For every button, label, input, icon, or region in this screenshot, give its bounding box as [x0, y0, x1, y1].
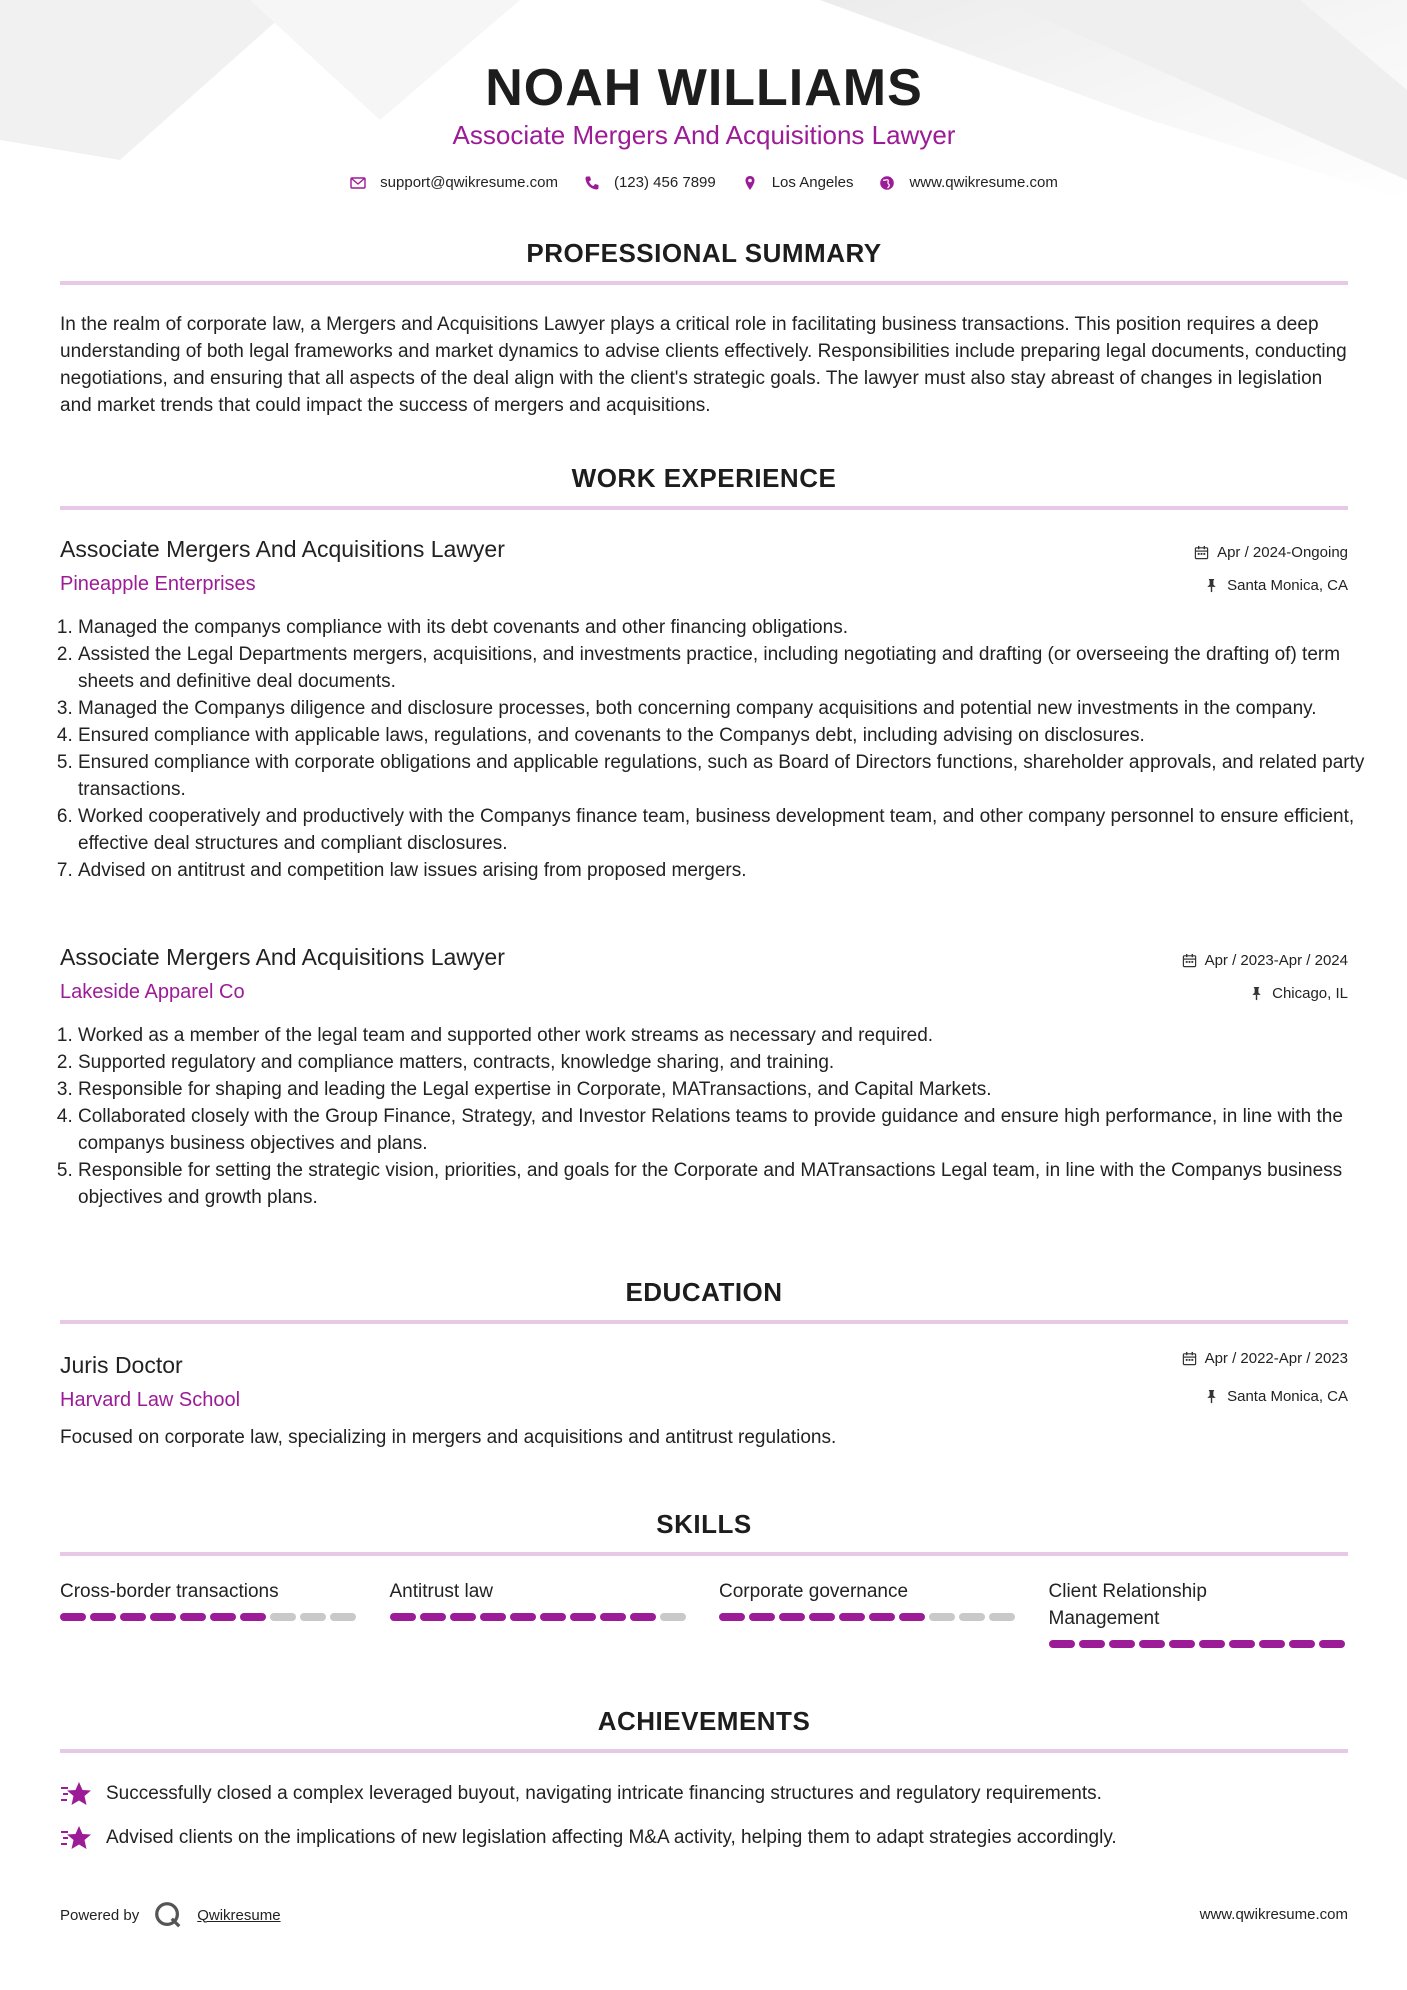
skill-level-segment [180, 1613, 206, 1621]
job-1-bullets [60, 614, 1366, 884]
skill-level-segment [779, 1613, 805, 1621]
job-2-company: Lakeside Apparel Co [60, 981, 245, 1003]
achievements-heading: ACHIEVEMENTS [597, 1706, 811, 1736]
experience-heading: WORK EXPERIENCE [571, 463, 837, 493]
job-2-dates [1182, 952, 1348, 969]
skill-level-segment [450, 1613, 476, 1621]
pushpin-icon [1204, 1389, 1219, 1404]
skill-level-segment [390, 1613, 416, 1621]
qwikresume-logo-icon [153, 1900, 183, 1930]
list-item: 2. Supported regulatory and compliance matters, contracts, knowledge sharing, and training. [78, 1049, 1366, 1076]
education-degree: Juris Doctor [60, 1352, 183, 1378]
skill-label: Corporate governance [719, 1581, 909, 1602]
globe-icon [879, 175, 895, 191]
list-item: 3. Managed the Companys diligence and disclosure processes, both concerning company acquisitions and potential new investments in the company. [78, 695, 1366, 722]
job-1-dates-text: Apr / 2024-Ongoing [1217, 544, 1348, 561]
skill-level-segment [1319, 1640, 1345, 1648]
skill-level-segment [270, 1613, 296, 1621]
footer-website[interactable]: www.qwikresume.com [1199, 1906, 1348, 1923]
skill-level-segment [1109, 1640, 1135, 1648]
list-item: 1. Managed the companys compliance with its debt covenants and other financing obligations. [78, 614, 1366, 641]
star-achievement-icon [60, 1780, 92, 1808]
job-2-bullets [60, 1022, 1366, 1211]
contact-email[interactable] [350, 174, 558, 191]
section-divider [60, 506, 1348, 510]
contact-location [742, 174, 854, 191]
skill-level-segment [90, 1613, 116, 1621]
section-divider [60, 1749, 1348, 1753]
star-achievement-icon [60, 1824, 92, 1852]
job-1-location [1204, 577, 1348, 594]
qwikresume-link[interactable]: Qwikresume [197, 1906, 281, 1924]
job-2-location-text: Chicago, IL [1272, 985, 1348, 1002]
skills-section-header [60, 1509, 1348, 1556]
skill-level-segment [240, 1613, 266, 1621]
skill-label: Client Relationship Management [1048, 1581, 1207, 1629]
achievement-text: Advised clients on the implications of new legislation affecting M&A activity, helping them to adapt strategies accordingly. [106, 1827, 1117, 1848]
summary-heading: PROFESSIONAL SUMMARY [526, 238, 882, 268]
skill-level-segment [749, 1613, 775, 1621]
education-location [1204, 1388, 1348, 1405]
section-divider [60, 281, 1348, 285]
skill-level-bar [390, 1613, 690, 1621]
list-item: 4. Collaborated closely with the Group Finance, Strategy, and Investor Relations teams to provide guidance and ensure high performance, in line with the companys business objectives and plans. [78, 1103, 1366, 1157]
contact-phone-text: (123) 456 7899 [613, 174, 716, 191]
skill-level-segment [1229, 1640, 1255, 1648]
skill-level-segment [1289, 1640, 1315, 1648]
skill-level-segment [719, 1613, 745, 1621]
skill-level-segment [839, 1613, 865, 1621]
list-item: 5. Ensured compliance with corporate obligations and applicable regulations, such as Board of Directors functions, shareholder approvals, and related party transactions. [78, 749, 1366, 803]
skill-level-segment [660, 1613, 686, 1621]
education-heading: EDUCATION [625, 1277, 783, 1307]
contact-website-text: www.qwikresume.com [909, 174, 1058, 191]
education-dates [1182, 1350, 1348, 1367]
education-school: Harvard Law School [60, 1389, 241, 1411]
skill-level-segment [869, 1613, 895, 1621]
skill-level-segment [300, 1613, 326, 1621]
skills-list [60, 1578, 1348, 1648]
skill-level-segment [630, 1613, 656, 1621]
list-item: 4. Ensured compliance with applicable laws, regulations, and covenants to the Companys debt, including advising on disclosures. [78, 722, 1366, 749]
skill-level-segment [150, 1613, 176, 1621]
candidate-name: NOAH WILLIAMS [485, 59, 923, 117]
skill-level-segment [570, 1613, 596, 1621]
skill-level-segment [600, 1613, 626, 1621]
pushpin-icon [1204, 578, 1219, 593]
list-item: 1. Worked as a member of the legal team and supported other work streams as necessary and required. [78, 1022, 1366, 1049]
experience-section-header [60, 463, 1348, 510]
job-1-title: Associate Mergers And Acquisitions Lawyer [60, 536, 505, 562]
calendar-icon [1182, 953, 1197, 968]
education-location-text: Santa Monica, CA [1227, 1388, 1348, 1405]
education-description: Focused on corporate law, specializing in mergers and acquisitions and antitrust regulations. [60, 1427, 837, 1448]
list-item: 2. Assisted the Legal Departments mergers, acquisitions, and investments practice, including negotiating and drafting (or overseeing the drafting of) term sheets and definitive deal documents. [78, 641, 1366, 695]
job-2-location [1249, 985, 1348, 1002]
job-1-company: Pineapple Enterprises [60, 573, 256, 595]
skill-level-segment [60, 1613, 86, 1621]
contact-email-text: support@qwikresume.com [380, 174, 558, 191]
job-2-dates-text: Apr / 2023-Apr / 2024 [1204, 952, 1348, 969]
skill-level-segment [120, 1613, 146, 1621]
phone-icon [584, 175, 600, 191]
skill-level-segment [1079, 1640, 1105, 1648]
skill-item [60, 1578, 360, 1648]
contact-bar [60, 174, 1348, 191]
contact-website[interactable] [879, 174, 1057, 191]
pushpin-icon [1249, 986, 1264, 1001]
skill-level-segment [510, 1613, 536, 1621]
list-item: 5. Responsible for setting the strategic vision, priorities, and goals for the Corporate and MATransactions Legal team, in line with the Companys business objectives and growth plans. [78, 1157, 1366, 1211]
skills-heading: SKILLS [656, 1509, 752, 1539]
calendar-icon [1182, 1351, 1197, 1366]
list-item: 7. Advised on antitrust and competition law issues arising from proposed mergers. [78, 857, 1366, 884]
job-2-title: Associate Mergers And Acquisitions Lawyer [60, 944, 505, 970]
skill-level-segment [899, 1613, 925, 1621]
skill-label: Antitrust law [389, 1581, 493, 1602]
skill-level-bar [60, 1613, 360, 1621]
skill-level-segment [989, 1613, 1015, 1621]
achievement-item [60, 1824, 1348, 1852]
achievement-text: Successfully closed a complex leveraged buyout, navigating intricate financing structures and regulatory requirements. [106, 1783, 1102, 1804]
skill-level-segment [480, 1613, 506, 1621]
calendar-icon [1194, 545, 1209, 560]
contact-phone[interactable] [584, 174, 716, 191]
skill-level-segment [1049, 1640, 1075, 1648]
education-dates-text: Apr / 2022-Apr / 2023 [1204, 1350, 1348, 1367]
skill-label: Cross-border transactions [60, 1581, 279, 1602]
list-item: 3. Responsible for shaping and leading the Legal expertise in Corporate, MATransactions, and Capital Markets. [78, 1076, 1366, 1103]
skill-level-segment [1259, 1640, 1285, 1648]
skill-level-bar [719, 1613, 1019, 1621]
powered-by [60, 1900, 281, 1930]
skill-level-segment [1169, 1640, 1195, 1648]
skill-item [390, 1578, 690, 1648]
section-divider [60, 1552, 1348, 1556]
section-divider [60, 1320, 1348, 1324]
skill-item [1049, 1578, 1349, 1648]
powered-by-label: Powered by [60, 1906, 140, 1924]
skill-level-bar [1049, 1640, 1349, 1648]
job-1-dates [1194, 544, 1348, 561]
education-section-header [60, 1277, 1348, 1324]
summary-text: In the realm of corporate law, a Mergers and Acquisitions Lawyer plays a critical role in facilitating business transactions. This position requires a deep understanding of both legal frameworks and market dynamics to advise clients effectively. Responsibilities include preparing legal documents, conducting negotiations, and ensuring that all aspects of the deal align with the client's strategic goals. The lawyer must also stay abreast of changes in legislation and market trends that could impact the success of mergers and acquisitions. [60, 314, 1347, 416]
summary-section-header [60, 238, 1348, 285]
contact-location-text: Los Angeles [771, 174, 854, 191]
skill-level-segment [809, 1613, 835, 1621]
map-pin-icon [742, 175, 758, 191]
envelope-icon [350, 175, 366, 191]
achievement-item [60, 1780, 1348, 1808]
achievements-section-header [60, 1706, 1348, 1753]
skill-level-segment [420, 1613, 446, 1621]
list-item: 6. Worked cooperatively and productively with the Companys finance team, business development team, and other company personnel to ensure efficient, effective deal structures and compliant disclosures. [78, 803, 1366, 857]
skill-level-segment [1139, 1640, 1165, 1648]
candidate-title: Associate Mergers And Acquisitions Lawyer [452, 120, 956, 150]
job-1-location-text: Santa Monica, CA [1227, 577, 1348, 594]
skill-level-segment [210, 1613, 236, 1621]
skill-level-segment [540, 1613, 566, 1621]
skill-level-segment [1199, 1640, 1225, 1648]
skill-level-segment [330, 1613, 356, 1621]
skill-item [719, 1578, 1019, 1648]
skill-level-segment [959, 1613, 985, 1621]
skill-level-segment [929, 1613, 955, 1621]
